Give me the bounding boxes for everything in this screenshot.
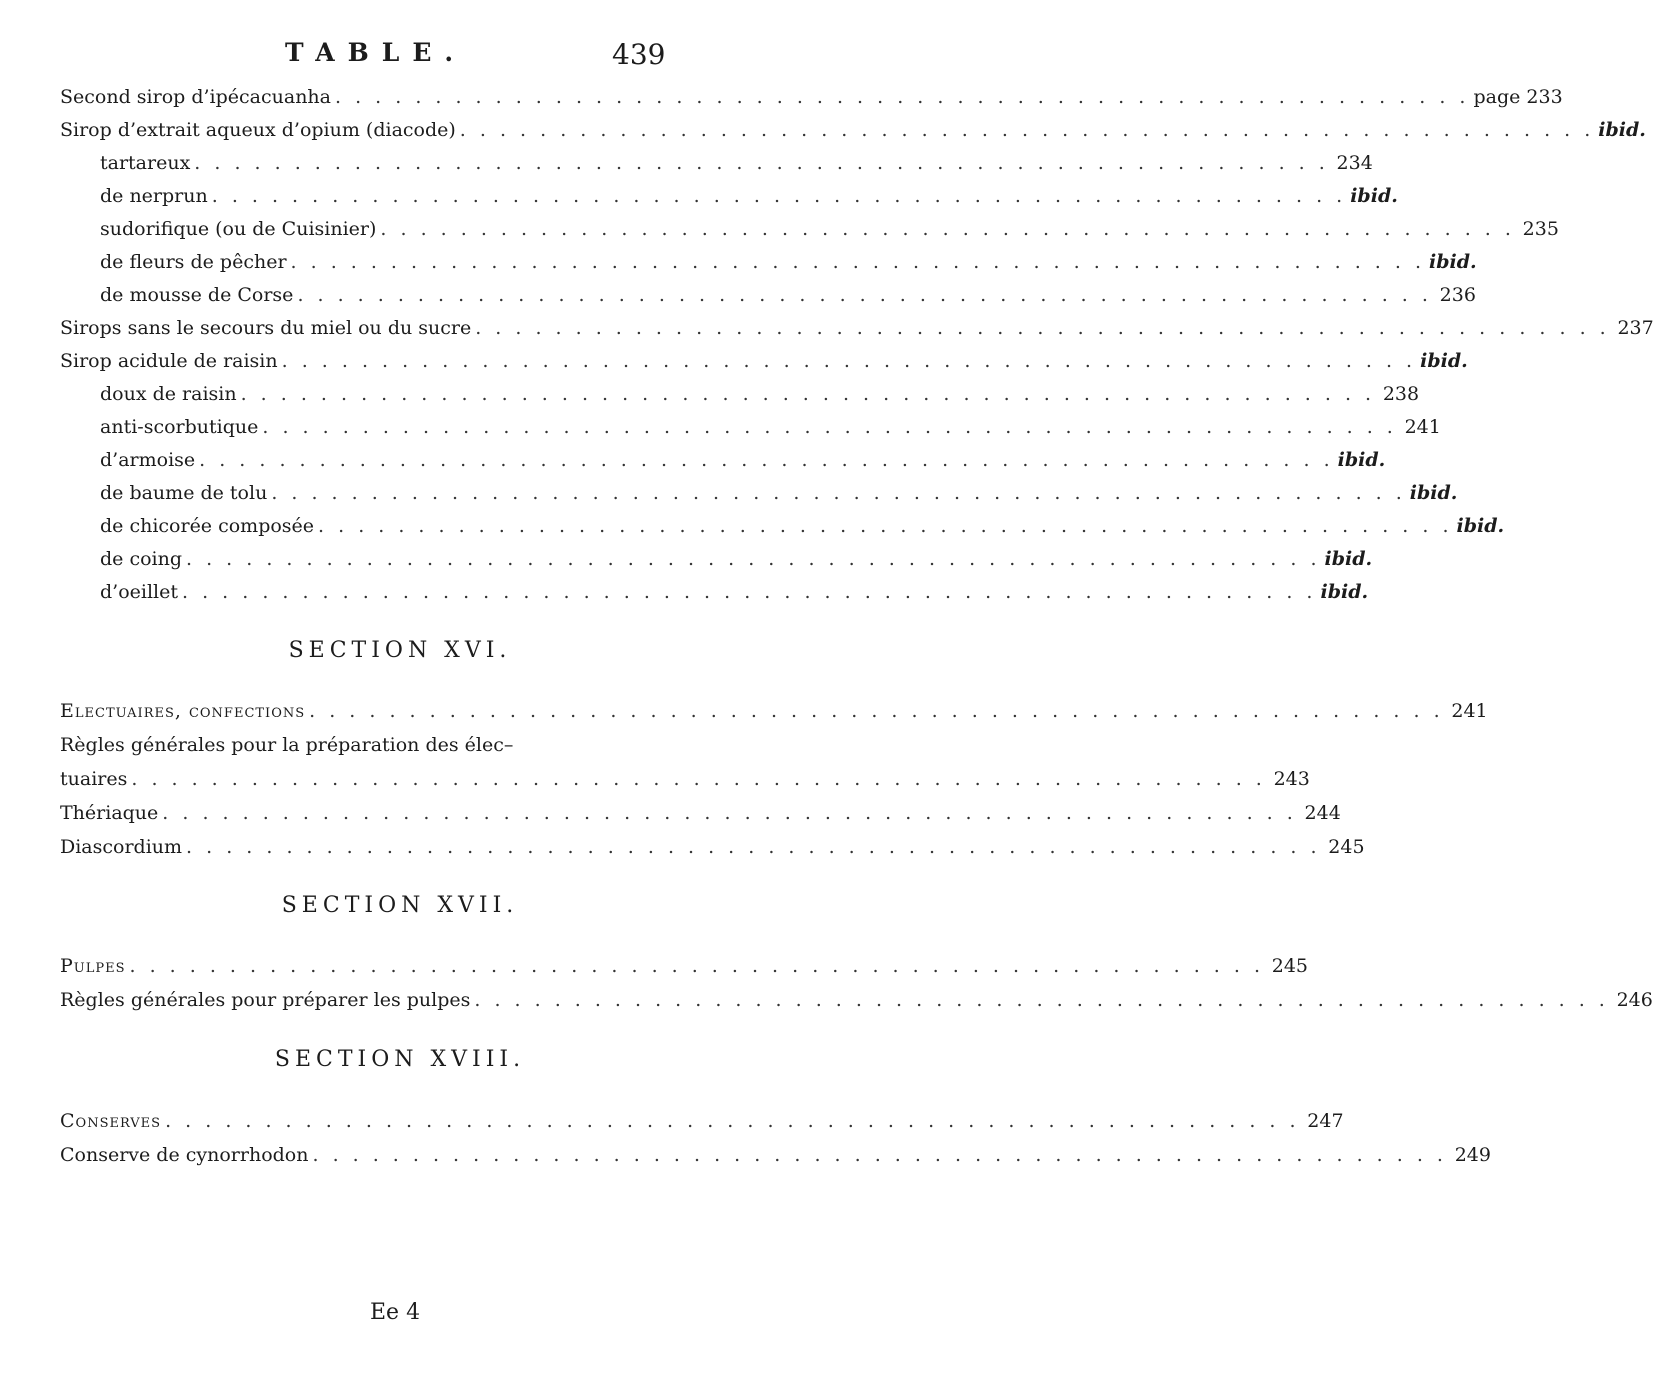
toc-entry-page: ibid. [1324, 548, 1373, 570]
toc-entry-page: 245 [1271, 955, 1308, 977]
toc-entry [60, 697, 1488, 725]
section-heading-xvi: SECTION XVI. [288, 638, 512, 663]
toc-entry-title: tartareux [100, 152, 191, 174]
page-header [0, 30, 800, 70]
toc-leader: . . . . . . . . . . . . . . . . . . . . . . . . . . . . . . . . . . . . . . . . . . . . . . . . . . . . . . . . . [186, 548, 1321, 570]
toc-entry-title: Règles générales pour la préparation des élec– [60, 734, 514, 756]
toc-entry-title: Sirop d’extrait aqueux d’opium (diacode) [60, 119, 456, 141]
toc-entry-page: 238 [1382, 383, 1420, 405]
toc-entry-title: Diascordium [60, 836, 183, 858]
toc-entry [60, 765, 1310, 793]
toc-leader: . . . . . . . . . . . . . . . . . . . . . . . . . . . . . . . . . . . . . . . . . . . . . . . . . . . . . . . . . [240, 383, 1376, 405]
toc-entry-title: Conserves [60, 1110, 162, 1132]
toc-leader: . . . . . . . . . . . . . . . . . . . . . . . . . . . . . . . . . . . . . . . . . . . . . . . . . . . . . . . . . [271, 482, 1406, 504]
toc-entry-title: Second sirop d’ipécacuanha [60, 86, 331, 108]
toc-entry [100, 479, 1458, 507]
toc-entry [60, 731, 740, 759]
section-heading-xviii: SECTION XVIII. [274, 1047, 526, 1072]
toc-entry-page: ibid. [1456, 515, 1505, 537]
toc-entry-page: page 233 [1473, 86, 1563, 108]
toc-entry-title: doux de raisin [100, 383, 237, 405]
toc-leader: . . . . . . . . . . . . . . . . . . . . . . . . . . . . . . . . . . . . . . . . . . . . . . . . . . . . . . . . . [380, 218, 1515, 240]
toc-entry-title: Sirop acidule de raisin [60, 350, 278, 372]
running-title: TABLE. [285, 38, 467, 67]
page-number: 439 [612, 38, 666, 71]
toc-entry [100, 281, 1476, 309]
toc-leader: . . . . . . . . . . . . . . . . . . . . . . . . . . . . . . . . . . . . . . . . . . . . . . . . . . . . . . . . . [182, 581, 1317, 603]
toc-entry-title: Thériaque [60, 802, 159, 824]
toc-entry-page: ibid. [1429, 251, 1477, 273]
toc-entry [60, 986, 1653, 1014]
toc-entry-title: Pulpes [60, 955, 126, 977]
toc-entry-page: 249 [1454, 1144, 1491, 1166]
toc-entry-page: 243 [1273, 768, 1310, 790]
toc-leader: . . . . . . . . . . . . . . . . . . . . . . . . . . . . . . . . . . . . . . . . . . . . . . . . . . . . . . . . . [262, 416, 1397, 438]
toc-entry [100, 545, 1373, 573]
toc-entry-page: 235 [1522, 218, 1559, 240]
toc-entry-page: ibid. [1409, 482, 1458, 504]
section-heading-xvii: SECTION XVII. [281, 893, 519, 918]
toc-entry [60, 1107, 1344, 1135]
toc-leader: . . . . . . . . . . . . . . . . . . . . . . . . . . . . . . . . . . . . . . . . . . . . . . . . . . . . . . . . . [312, 1144, 1447, 1166]
toc-entry [60, 1141, 1491, 1169]
toc-leader: . . . . . . . . . . . . . . . . . . . . . . . . . . . . . . . . . . . . . . . . . . . . . . . . . . . . . . . . . [459, 119, 1595, 141]
toc-entry [60, 83, 1563, 111]
toc-entry [60, 952, 1308, 980]
toc-leader: . . . . . . . . . . . . . . . . . . . . . . . . . . . . . . . . . . . . . . . . . . . . . . . . . . . . . . . . . [129, 955, 1264, 977]
toc-entry [100, 413, 1441, 441]
toc-entry [100, 182, 1398, 210]
toc-entry-page: ibid. [1598, 119, 1646, 141]
toc-leader: . . . . . . . . . . . . . . . . . . . . . . . . . . . . . . . . . . . . . . . . . . . . . . . . . . . . . . . . . [131, 768, 1266, 790]
toc-entry-title: Sirops sans le secours du miel ou du sucre [60, 317, 472, 339]
toc-entry-title: d’armoise [100, 449, 196, 471]
toc-entry [100, 446, 1386, 474]
toc-entry-title: tuaires [60, 768, 128, 790]
toc-entry-title: de coing [100, 548, 183, 570]
toc-entry-title: sudorifique (ou de Cuisinier) [100, 218, 377, 240]
toc-entry-title: de mousse de Corse [100, 284, 294, 306]
toc-entry-page: ibid. [1420, 350, 1468, 372]
toc-entry-page: 241 [1451, 700, 1488, 722]
toc-entry [60, 833, 1365, 861]
toc-entry-title: Conserve de cynorrhodon [60, 1144, 309, 1166]
toc-leader: . . . . . . . . . . . . . . . . . . . . . . . . . . . . . . . . . . . . . . . . . . . . . . . . . . . . . . . . . [475, 317, 1610, 339]
toc-entry-page: 247 [1307, 1110, 1344, 1132]
toc-entry-page: 245 [1328, 836, 1365, 858]
toc-entry-page: ibid. [1320, 581, 1369, 603]
toc-leader: . . . . . . . . . . . . . . . . . . . . . . . . . . . . . . . . . . . . . . . . . . . . . . . . . . . . . . . . . [297, 284, 1432, 306]
toc-entry-page: 234 [1336, 152, 1373, 174]
toc-leader: . . . . . . . . . . . . . . . . . . . . . . . . . . . . . . . . . . . . . . . . . . . . . . . . . . . . . . . . . [474, 989, 1609, 1011]
toc-entry-title: Règles générales pour préparer les pulpes [60, 989, 471, 1011]
toc-entry [60, 314, 1654, 342]
toc-entry [60, 347, 1468, 375]
toc-leader: . . . . . . . . . . . . . . . . . . . . . . . . . . . . . . . . . . . . . . . . . . . . . . . . . . . . . . . . . [211, 185, 1347, 207]
toc-leader: . . . . . . . . . . . . . . . . . . . . . . . . . . . . . . . . . . . . . . . . . . . . . . . . . . . . . . . . . [290, 251, 1426, 273]
toc-entry-page: 236 [1439, 284, 1476, 306]
toc-entry [100, 149, 1373, 177]
toc-leader: . . . . . . . . . . . . . . . . . . . . . . . . . . . . . . . . . . . . . . . . . . . . . . . . . . . . . . . . . [281, 350, 1417, 372]
toc-entry-title: Electuaires, confections [60, 700, 306, 722]
toc-entry [100, 215, 1559, 243]
toc-entry [100, 248, 1477, 276]
toc-entry-title: de fleurs de pêcher [100, 251, 287, 273]
toc-leader: . . . . . . . . . . . . . . . . . . . . . . . . . . . . . . . . . . . . . . . . . . . . . . . . . . . . . . . . . [309, 700, 1444, 722]
toc-entry [60, 799, 1341, 827]
toc-leader: . . . . . . . . . . . . . . . . . . . . . . . . . . . . . . . . . . . . . . . . . . . . . . . . . . . . . . . . . [318, 515, 1453, 537]
toc-entry-page: 244 [1304, 802, 1341, 824]
toc-entry [60, 116, 1646, 144]
toc-leader: . . . . . . . . . . . . . . . . . . . . . . . . . . . . . . . . . . . . . . . . . . . . . . . . . . . . . . . . . [199, 449, 1334, 471]
toc-entry [100, 380, 1420, 408]
toc-leader: . . . . . . . . . . . . . . . . . . . . . . . . . . . . . . . . . . . . . . . . . . . . . . . . . . . . . . . . . [165, 1110, 1300, 1132]
signature-mark: Ee 4 [370, 1300, 421, 1325]
toc-entry-page: ibid. [1337, 449, 1386, 471]
toc-entry-page: 241 [1404, 416, 1441, 438]
toc-entry [100, 578, 1369, 606]
toc-entry-title: de baume de tolu [100, 482, 268, 504]
toc-entry-title: de chicorée composée [100, 515, 315, 537]
toc-entry-title: anti-scorbutique [100, 416, 259, 438]
toc-leader: . . . . . . . . . . . . . . . . . . . . . . . . . . . . . . . . . . . . . . . . . . . . . . . . . . . . . . . . . [186, 836, 1321, 858]
toc-entry-page: 246 [1616, 989, 1653, 1011]
toc-entry-title: d’oeillet [100, 581, 178, 603]
toc-leader: . . . . . . . . . . . . . . . . . . . . . . . . . . . . . . . . . . . . . . . . . . . . . . . . . . . . . . . . . [194, 152, 1329, 174]
toc-leader: . . . . . . . . . . . . . . . . . . . . . . . . . . . . . . . . . . . . . . . . . . . . . . . . . . . . . . . . . [162, 802, 1297, 824]
toc-entry-title: de nerprun [100, 185, 208, 207]
toc-leader: . . . . . . . . . . . . . . . . . . . . . . . . . . . . . . . . . . . . . . . . . . . . . . . . . . . . . . . . . [335, 86, 1470, 108]
toc-entry-page: ibid. [1350, 185, 1398, 207]
toc-entry [100, 512, 1505, 540]
toc-entry-page: 237 [1617, 317, 1654, 339]
